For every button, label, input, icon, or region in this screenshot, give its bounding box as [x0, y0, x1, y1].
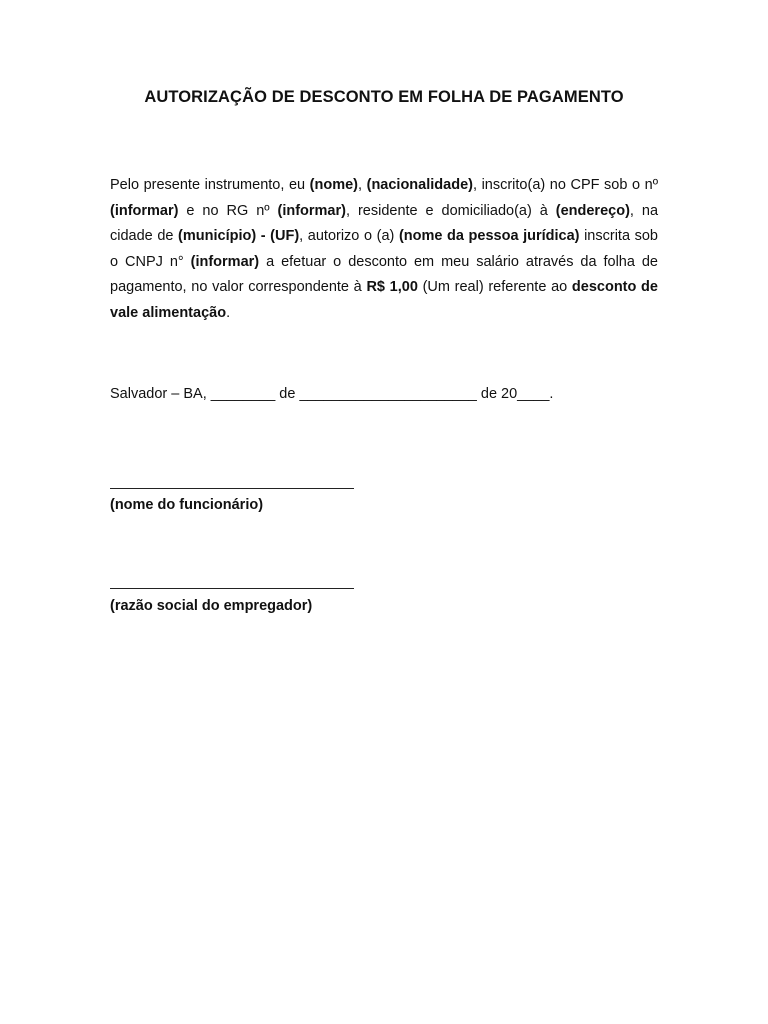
- paragraph-text: Pelo presente instrumento, eu: [110, 177, 310, 193]
- placeholder-field: (informar): [110, 202, 179, 219]
- placeholder-field: (nome): [309, 177, 358, 193]
- paragraph-text: , autorizo o (a): [299, 228, 399, 245]
- paragraph-text: (Um real) referente ao: [417, 279, 572, 296]
- employer-name-label: (razão social do empregador): [110, 598, 313, 614]
- placeholder-field: (endereço): [555, 202, 630, 219]
- employee-signature-line: [110, 488, 354, 489]
- placeholder-field: desconto de vale alimentação: [110, 279, 658, 321]
- placeholder-field: (nacionalidade): [366, 177, 473, 193]
- paragraph-text: , residente e domiciliado(a) à: [345, 202, 556, 219]
- document-title: AUTORIZAÇÃO DE DESCONTO EM FOLHA DE PAGAMENTO: [144, 88, 624, 106]
- placeholder-field: (informar): [277, 202, 346, 219]
- placeholder-field: R$ 1,00: [366, 279, 418, 296]
- employer-signature-line: [110, 588, 354, 589]
- paragraph-text: a efetuar o desconto em meu salário através da folha de pagamento, no valor correspondente à: [110, 253, 658, 296]
- placeholder-field: (nome da pessoa jurídica): [398, 228, 580, 245]
- employee-name-label: (nome do funcionário): [110, 497, 264, 513]
- paragraph-text: .: [226, 304, 231, 321]
- paragraph-text: , na cidade de: [110, 202, 659, 245]
- placeholder-field: (município) - (UF): [178, 228, 300, 245]
- placeholder-field: (informar): [190, 253, 260, 270]
- paragraph-text: ,: [358, 177, 367, 193]
- paragraph-text: inscrita sob o CNPJ n°: [110, 228, 658, 270]
- date-place-line: Salvador – BA, ________ de ______________________ de 20____.: [110, 386, 554, 402]
- paragraph-text: , inscrito(a) no CPF sob o nº: [472, 177, 659, 193]
- paragraph-text: e no RG nº: [178, 202, 278, 219]
- authorization-paragraph: [110, 173, 658, 327]
